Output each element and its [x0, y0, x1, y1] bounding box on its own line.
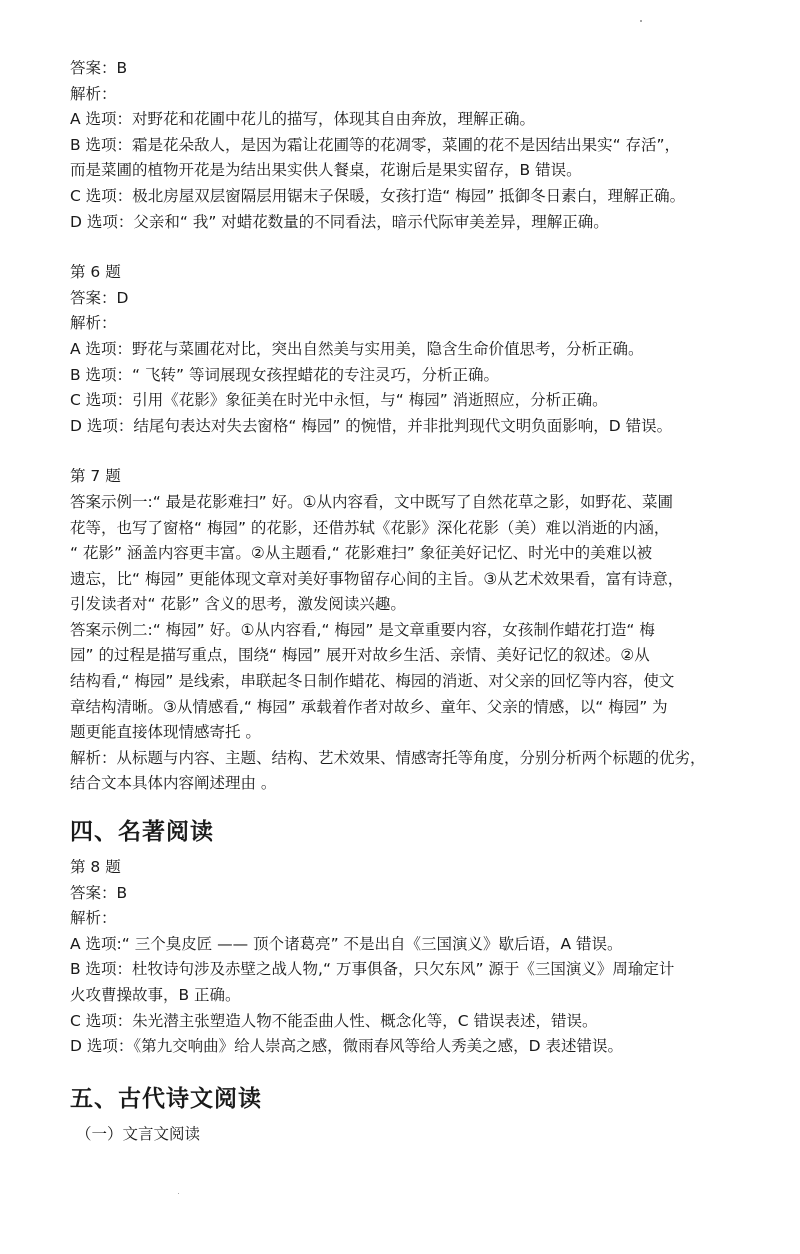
q7-example1-line2: 花等，也写了窗格“ 梅园” 的花影，还借苏轼《花影》深化花影（美）难以消逝的内涵， [70, 518, 670, 537]
q7-title: 第 7 题 [70, 467, 121, 486]
q5-option-a: A 选项：对野花和花圃中花儿的描写，体现其自由奔放，理解正确。 [70, 110, 536, 129]
section-5-heading: 五、古代诗文阅读 [70, 1085, 262, 1112]
q8-title: 第 8 题 [70, 858, 121, 877]
q8-analysis-label: 解析： [70, 909, 117, 928]
q7-example1-line3: “ 花影” 涵盖内容更丰富。②从主题看,“ 花影难扫” 象征美好记忆、时光中的美难以被 [70, 544, 653, 563]
answer-document [70, 56, 760, 1147]
q8-option-c: C 选项：朱光潜主张塑造人物不能歪曲人性、概念化等，C 错误表述，错误。 [70, 1011, 598, 1030]
q6-option-c: C 选项：引用《花影》象征美在时光中永恒，与“ 梅园” 消逝照应，分析正确。 [70, 391, 608, 410]
q7-analysis-line2: 结合文本具体内容阐述理由 。 [70, 774, 277, 793]
q6-option-b: B 选项：“ 飞转” 等词展现女孩捏蜡花的专注灵巧，分析正确。 [70, 365, 499, 384]
q6-title: 第 6 题 [70, 263, 121, 282]
q6-answer: 答案：D [70, 288, 129, 307]
q6-option-a: A 选项：野花与菜圃花对比，突出自然美与实用美，隐含生命价值思考，分析正确。 [70, 339, 644, 358]
question-5-tail [70, 56, 760, 235]
q7-example2-line1: 答案示例二:“ 梅园” 好。①从内容看,“ 梅园” 是文章重要内容，女孩制作蜡花打造“ 梅 [70, 620, 655, 639]
q8-option-b-line2: 火攻曹操故事，B 正确。 [70, 986, 241, 1004]
question-6 [70, 260, 760, 439]
question-8 [70, 855, 760, 1060]
q7-example2-line5: 题更能直接体现情感寄托 。 [70, 723, 261, 742]
q7-example2-line2: 园” 的过程是描写重点，围绕“ 梅园” 展开对故乡生活、亲情、美好记忆的叙述。②从 [70, 646, 650, 665]
section-4-heading: 四、名著阅读 [70, 819, 214, 846]
question-7 [70, 464, 760, 797]
q6-option-d: D 选项：结尾句表达对失去窗格“ 梅园” 的惋惜，并非批判现代文明负面影响，D 错误。 [70, 416, 673, 435]
scan-speck-bottom [178, 1193, 179, 1194]
section-5-subheading: （一）文言文阅读 [76, 1124, 201, 1143]
q5-option-c: C 选项：极北房屋双层窗隔层用锯末子保暖，女孩打造“ 梅园” 抵御冬日素白，理解正确。 [70, 186, 686, 205]
q7-example1-line4: 遗忘，比“ 梅园” 更能体现文章对美好事物留存心间的主旨。③从艺术效果看，富有诗意， [70, 569, 684, 588]
q8-option-b-line1: B 选项：杜牧诗句涉及赤壁之战人物,“ 万事俱备，只欠东风” 源于《三国演义》周瑜定计 [70, 960, 675, 979]
q7-example1-line1: 答案示例一:“ 最是花影难扫” 好。①从内容看，文中既写了自然花草之影，如野花、菜圃 [70, 492, 674, 511]
q5-answer: 答案：B [70, 59, 128, 77]
scan-speck-top [640, 20, 642, 22]
q7-example2-line3: 结构看,“ 梅园” 是线索，串联起冬日制作蜡花、梅园的消逝、对父亲的回忆等内容，使文 [70, 672, 675, 691]
q8-option-d: D 选项：《第九交响曲》给人崇高之感，微雨春风等给人秀美之感，D 表述错误。 [70, 1037, 623, 1056]
q5-option-d: D 选项：父亲和“ 我” 对蜡花数量的不同看法，暗示代际审美差异，理解正确。 [70, 212, 609, 231]
q8-option-a: A 选项:“ 三个臭皮匠 —— 顶个诸葛亮” 不是出自《三国演义》歇后语，A 错误。 [70, 934, 623, 953]
q7-example2-line4: 章结构清晰。③从情感看,“ 梅园” 承载着作者对故乡、童年、父亲的情感，以“ 梅园” 为 [70, 697, 668, 716]
q5-option-b-line1: B 选项：霜是花朵敌人，是因为霜让花圃等的花凋零，菜圃的花不是因结出果实“ 存活”， [70, 135, 681, 154]
q7-analysis-line1: 解析：从标题与内容、主题、结构、艺术效果、情感寄托等角度，分别分析两个标题的优劣， [70, 748, 706, 767]
q5-option-b-line2: 而是菜圃的植物开花是为结出果实供人餐桌，花谢后是果实留存，B 错误。 [70, 161, 582, 180]
q5-analysis-label: 解析： [70, 84, 117, 103]
q6-analysis-label: 解析： [70, 314, 117, 333]
q8-answer: 答案：B [70, 883, 128, 902]
q7-example1-line5: 引发读者对“ 花影” 含义的思考，激发阅读兴趣。 [70, 595, 406, 614]
